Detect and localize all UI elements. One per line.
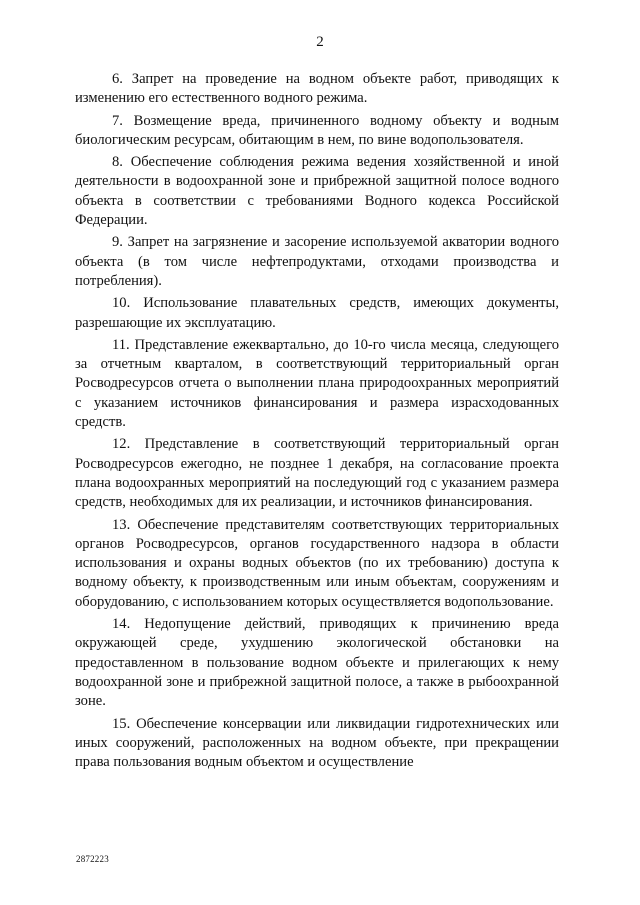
paragraph-item-7: 7. Возмещение вреда, причиненного водному объекту и водным биологическим ресурсам, обитающим в нем, по вине водопользователя. [75, 112, 559, 148]
paragraph-item-9: 9. Запрет на загрязнение и засорение используемой акватории водного объекта (в том числе нефтепродуктами, отходами производства и потребления). [75, 234, 559, 289]
paragraph-item-14: 14. Недопущение действий, приводящих к причинению вреда окружающей среде, ухудшению экологической обстановки на предоставленном в пользование водном объекте и прилегающих к нему водоохранной зоне и прибрежной защитной полосе, а также в рыбоохранной зоне. [75, 616, 559, 710]
document-body [75, 70, 559, 775]
paragraph-item-12: 12. Представление в соответствующий территориальный орган Росводресурсов ежегодно, не позднее 1 декабря, на согласование проекта плана водоохранных мероприятий на последующий год с указанием размера средств, необходимых для их реализации, и источников финансирования. [75, 436, 559, 511]
paragraph-item-13: 13. Обеспечение представителям соответствующих территориальных органов Росводресурсов, органов государственного надзора в области использования и охраны водных объектов (по их требованию) доступа к водному объекту, к производственным или иным объектам, сооружениям и оборудованию, с использованием которых осуществляется водопользование. [75, 516, 559, 610]
paragraph-item-15: 15. Обеспечение консервации или ликвидации гидротехнических или иных сооружений, расположенных на водном объекте, при прекращении права пользования водным объектом и осуществление [75, 715, 559, 771]
paragraph-item-6: 6. Запрет на проведение на водном объекте работ, приводящих к изменению его естественного водного режима. [75, 71, 559, 107]
paragraph-item-10: 10. Использование плавательных средств, имеющих документы, разрешающие их эксплуатацию. [75, 295, 559, 331]
paragraph-item-11: 11. Представление ежеквартально, до 10-го числа месяца, следующего за отчетным кварталом, в соответствующий территориальный орган Росводресурсов отчета о выполнении плана природоохранных мероприятий с указанием источников финансирования и размера израсходованных средств. [75, 336, 559, 431]
page-number: 2 [316, 34, 324, 50]
paragraph-item-8: 8. Обеспечение соблюдения режима ведения хозяйственной и иной деятельности в водоохранной зоне и прибрежной защитной полосе водного объекта в соответствии с требованиями Водного кодекса Российской Федерации. [75, 154, 559, 229]
document-code: 2872223 [76, 854, 109, 864]
